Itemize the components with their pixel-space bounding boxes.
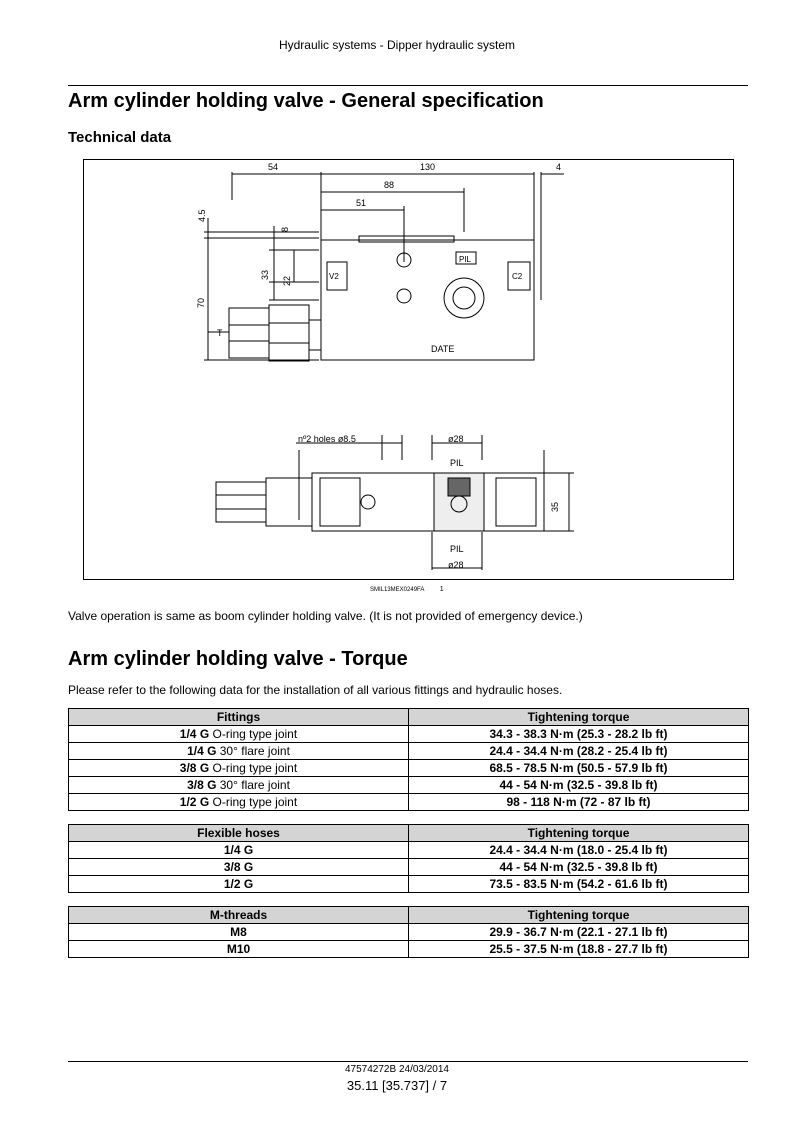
port-c2-label: C2 bbox=[512, 272, 523, 281]
header-rule bbox=[68, 85, 748, 86]
table-row bbox=[69, 941, 749, 958]
hose-size-cell: 1/4 G bbox=[69, 842, 409, 859]
fittings-header: Fittings bbox=[69, 709, 409, 726]
technical-drawing bbox=[83, 159, 734, 580]
torque-cell: 68.5 - 78.5 N·m (50.5 - 57.9 lb ft) bbox=[409, 760, 749, 777]
fitting-cell: 1/2 G O-ring type joint bbox=[69, 794, 409, 811]
thread-size-cell: M8 bbox=[69, 924, 409, 941]
hoses-table bbox=[68, 824, 749, 893]
dim-33: 33 bbox=[260, 269, 270, 280]
dim-8: 8 bbox=[280, 226, 290, 232]
table-header-row bbox=[69, 825, 749, 842]
table-row bbox=[69, 760, 749, 777]
section-title-general-spec: Arm cylinder holding valve - General specification bbox=[68, 90, 544, 112]
table-row bbox=[69, 842, 749, 859]
dim-22: 22 bbox=[282, 275, 292, 286]
dim-70: 70 bbox=[196, 297, 206, 308]
valve-drawing-svg bbox=[84, 160, 733, 579]
hose-size-cell: 3/8 G bbox=[69, 859, 409, 876]
torque-cell: 73.5 - 83.5 N·m (54.2 - 61.6 lb ft) bbox=[409, 876, 749, 893]
dim-88: 88 bbox=[384, 180, 395, 190]
holes-label: nº2 holes ø8.5 bbox=[298, 434, 356, 444]
hoses-header: Flexible hoses bbox=[69, 825, 409, 842]
torque-cell: 34.3 - 38.3 N·m (25.3 - 28.2 lb ft) bbox=[409, 726, 749, 743]
t-label: T bbox=[217, 328, 223, 338]
fittings-table bbox=[68, 708, 749, 811]
hose-size-cell: 1/2 G bbox=[69, 876, 409, 893]
figure-caption bbox=[370, 586, 444, 593]
torque-cell: 24.4 - 34.4 N·m (28.2 - 25.4 lb ft) bbox=[409, 743, 749, 760]
table-row bbox=[69, 876, 749, 893]
fitting-cell: 3/8 G O-ring type joint bbox=[69, 760, 409, 777]
valve-operation-note: Valve operation is same as boom cylinder holding valve. (It is not provided of emergency device.) bbox=[68, 609, 583, 623]
table-row bbox=[69, 777, 749, 794]
running-header: Hydraulic systems - Dipper hydraulic system bbox=[278, 38, 516, 52]
torque-header: Tightening torque bbox=[409, 709, 749, 726]
footer-page-ref: 35.11 [35.737] / 7 bbox=[346, 1078, 448, 1093]
section-title-torque: Arm cylinder holding valve - Torque bbox=[68, 648, 408, 670]
dim-4: 4 bbox=[556, 162, 562, 172]
dia-top-label: ø28 bbox=[448, 434, 464, 444]
table-header-row bbox=[69, 709, 749, 726]
pil-bottom-label: PIL bbox=[450, 544, 464, 554]
table-header-row bbox=[69, 907, 749, 924]
dim-130: 130 bbox=[420, 162, 436, 172]
table-row bbox=[69, 924, 749, 941]
table-row bbox=[69, 859, 749, 876]
table-row bbox=[69, 794, 749, 811]
footer-rule bbox=[68, 1061, 748, 1062]
pil-top-label: PIL bbox=[450, 458, 464, 468]
figure-code: SMIL13MEX0249FA bbox=[370, 587, 425, 593]
thread-size-cell: M10 bbox=[69, 941, 409, 958]
mthreads-table bbox=[68, 906, 749, 958]
torque-cell: 44 - 54 N·m (32.5 - 39.8 lb ft) bbox=[409, 859, 749, 876]
torque-cell: 98 - 118 N·m (72 - 87 lb ft) bbox=[409, 794, 749, 811]
table-row bbox=[69, 743, 749, 760]
port-pil-label: PIL bbox=[459, 255, 472, 264]
table-row bbox=[69, 726, 749, 743]
mthreads-header: M-threads bbox=[69, 907, 409, 924]
torque-cell: 29.9 - 36.7 N·m (22.1 - 27.1 lb ft) bbox=[409, 924, 749, 941]
footer-doc-code: 47574272B 24/03/2014 bbox=[345, 1064, 449, 1075]
fitting-cell: 1/4 G 30° flare joint bbox=[69, 743, 409, 760]
dim-4-5: 4.5 bbox=[197, 209, 207, 222]
date-label: DATE bbox=[431, 344, 455, 354]
torque-header: Tightening torque bbox=[409, 825, 749, 842]
dim-54: 54 bbox=[268, 162, 279, 172]
torque-header: Tightening torque bbox=[409, 907, 749, 924]
fitting-cell: 3/8 G 30° flare joint bbox=[69, 777, 409, 794]
torque-cell: 25.5 - 37.5 N·m (18.8 - 27.7 lb ft) bbox=[409, 941, 749, 958]
torque-intro: Please refer to the following data for the installation of all various fittings and hydraulic hoses. bbox=[68, 683, 563, 697]
dia-bottom-label: ø28 bbox=[448, 560, 464, 570]
torque-cell: 24.4 - 34.4 N·m (18.0 - 25.4 lb ft) bbox=[409, 842, 749, 859]
figure-number: 1 bbox=[439, 586, 444, 593]
port-v2-label: V2 bbox=[329, 272, 339, 281]
dim-35: 35 bbox=[550, 501, 560, 512]
torque-cell: 44 - 54 N·m (32.5 - 39.8 lb ft) bbox=[409, 777, 749, 794]
fitting-cell: 1/4 G O-ring type joint bbox=[69, 726, 409, 743]
technical-data-heading: Technical data bbox=[68, 129, 172, 146]
dim-51: 51 bbox=[356, 198, 367, 208]
